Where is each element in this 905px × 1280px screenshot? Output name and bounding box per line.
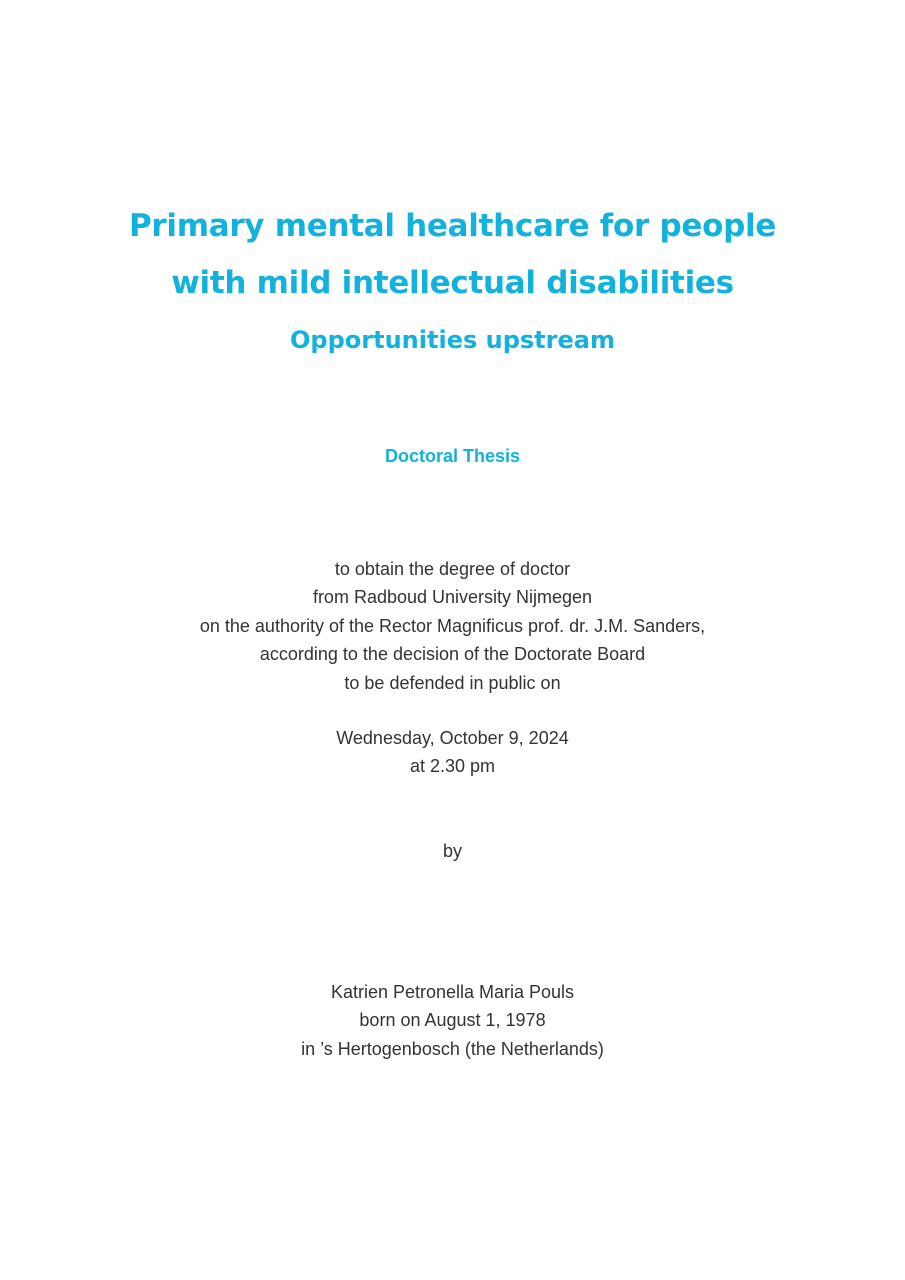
purpose-line: to be defended in public on [344,672,561,693]
thesis-subtitle: Opportunities upstream [290,326,615,354]
defense-date: Wednesday, October 9, 2024 [336,728,569,748]
thesis-title-line-1: Primary mental healthcare for people [128,208,777,244]
purpose-line: according to the decision of the Doctorate Board [259,644,646,665]
by-label: by [442,841,462,861]
author-name: Katrien Petronella Maria Pouls [330,982,575,1002]
purpose-line: on the authority of the Rector Magnificus prof. dr. J.M. Sanders, [199,615,706,636]
purpose-line: from Radboud University Nijmegen [312,587,593,608]
degree-purpose-statement [0,555,905,697]
author-birth-place: in ’s Hertogenbosch (the Netherlands) [301,1038,604,1059]
author-info [0,978,905,1063]
defense-datetime [0,724,905,781]
defense-time: at 2.30 pm [409,756,496,777]
author-birth-date: born on August 1, 1978 [359,1010,546,1031]
purpose-line: to obtain the degree of doctor [334,559,571,579]
thesis-title [0,198,905,312]
doctoral-thesis-label: Doctoral Thesis [384,446,521,466]
thesis-title-line-2: with mild intellectual disabilities [171,265,734,301]
